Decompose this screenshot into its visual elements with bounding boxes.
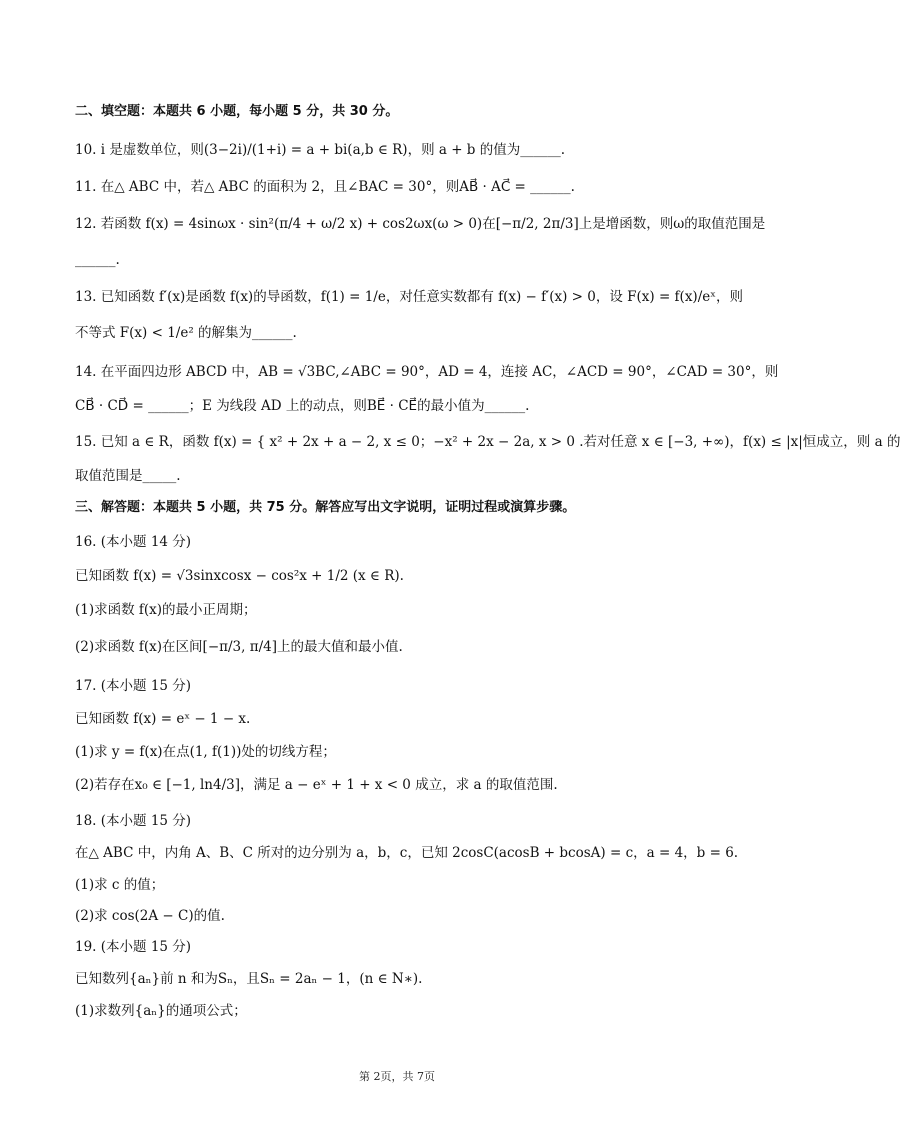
- question-13-line-1: 13. 已知函数 f′(x)是函数 f(x)的导函数，f(1) = 1/e，对任意实数都有 f(x) − f′(x) > 0，设 F(x) = f(x)/eˣ，则: [75, 289, 743, 305]
- question-12-line-1: 12. 若函数 f(x) = 4sinωx · sin²(π/4 + ω/2 x) + cos2ωx(ω > 0)在[−π/2, 2π/3]上是增函数，则ω的取值范围是: [75, 216, 766, 232]
- question-11: 11. 在△ ABC 中，若△ ABC 的面积为 2，且∠BAC = 30°，则AB⃗ · AC⃗ = ______.: [75, 179, 575, 195]
- question-14-line-1: 14. 在平面四边形 ABCD 中，AB = √3BC,∠ABC = 90°，AD = 4，连接 AC，∠ACD = 90°，∠CAD = 30°，则: [75, 364, 779, 380]
- answer-section-heading: 三、解答题：本题共 5 小题，共 75 分。解答应写出文字说明，证明过程或演算步骤。: [75, 500, 576, 515]
- question-16-stem: 已知函数 f(x) = √3sinxcosx − cos²x + 1/2 (x ∈ R).: [75, 568, 404, 584]
- page-footer: 第 2页，共 7页: [359, 1070, 435, 1083]
- question-18-title: 18. (本小题 15 分): [75, 813, 192, 829]
- question-12-line-2: ______.: [75, 252, 120, 268]
- question-15-line-2: 取值范围是_____.: [75, 468, 181, 484]
- question-17-title: 17. (本小题 15 分): [75, 678, 192, 694]
- question-19-part-1: (1)求数列{aₙ}的通项公式；: [75, 1003, 247, 1019]
- question-15-line-1: 15. 已知 a ∈ R，函数 f(x) = { x² + 2x + a − 2, x ≤ 0；−x² + 2x − 2a, x > 0 .若对任意 x ∈ [−3, +∞)，f(x) ≤ |x|恒成立，则 a 的: [75, 434, 900, 450]
- question-17-stem: 已知函数 f(x) = eˣ − 1 − x.: [75, 711, 251, 727]
- question-10: 10. i 是虚数单位，则(3−2i)/(1+i) = a + bi(a,b ∈ R)，则 a + b 的值为______.: [75, 142, 566, 158]
- fill-section-heading: 二、填空题：本题共 6 小题，每小题 5 分，共 30 分。: [75, 104, 399, 119]
- question-18-part-2: (2)求 cos(2A − C)的值.: [75, 908, 225, 924]
- question-17-part-1: (1)求 y = f(x)在点(1, f(1))处的切线方程；: [75, 744, 336, 760]
- question-16-part-2: (2)求函数 f(x)在区间[−π/3, π/4]上的最大值和最小值.: [75, 639, 403, 655]
- question-16-title: 16. (本小题 14 分): [75, 534, 192, 550]
- question-18-stem: 在△ ABC 中，内角 A、B、C 所对的边分别为 a，b，c，已知 2cosC(acosB + bcosA) = c，a = 4，b = 6.: [75, 845, 739, 861]
- question-19-title: 19. (本小题 15 分): [75, 939, 192, 955]
- question-17-part-2: (2)若存在x₀ ∈ [−1, ln4/3]，满足 a − eˣ + 1 + x < 0 成立，求 a 的取值范围.: [75, 777, 558, 793]
- question-16-part-1: (1)求函数 f(x)的最小正周期；: [75, 602, 257, 618]
- question-13-line-2: 不等式 F(x) < 1/e² 的解集为______.: [75, 325, 297, 341]
- question-19-stem: 已知数列{aₙ}前 n 和为Sₙ，且Sₙ = 2aₙ − 1，(n ∈ N∗).: [75, 971, 423, 987]
- question-18-part-1: (1)求 c 的值；: [75, 877, 165, 893]
- question-14-line-2: CB⃗ · CD⃗ = ______；E 为线段 AD 上的动点，则BE⃗ · CE⃗的最小值为______.: [75, 398, 530, 414]
